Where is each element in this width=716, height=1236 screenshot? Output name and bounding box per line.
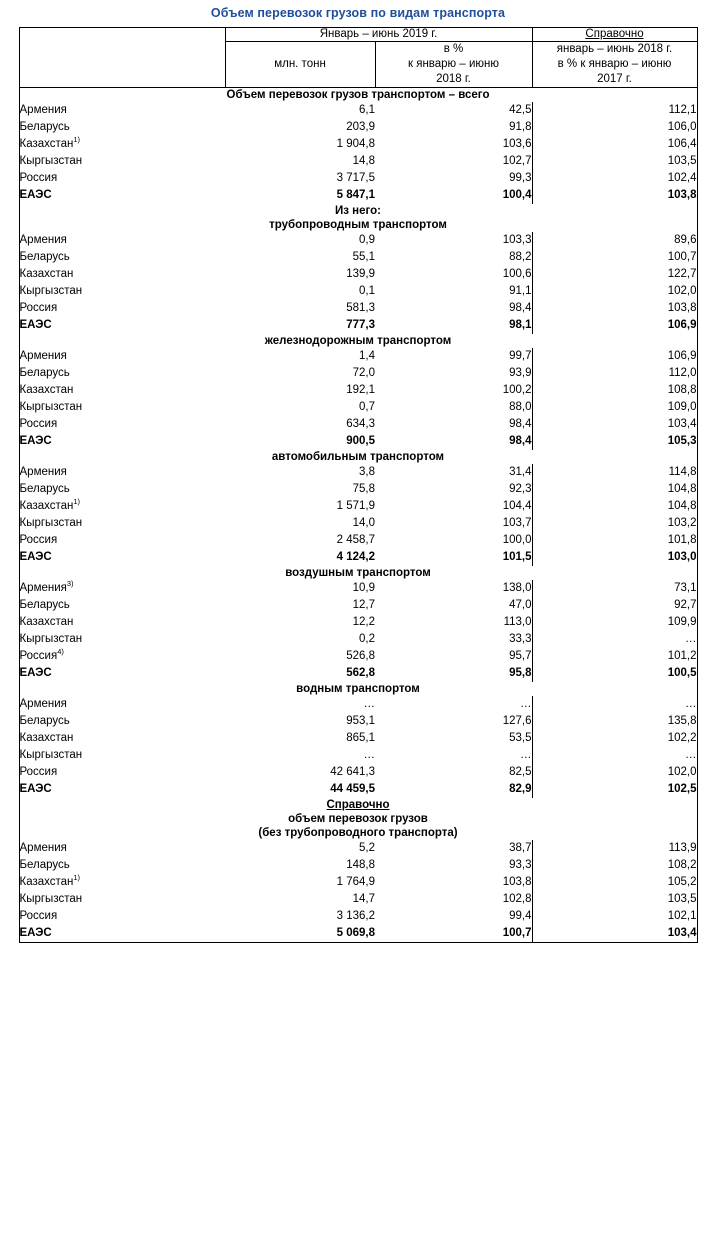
cell-percent-2018: 91,8 — [375, 119, 532, 136]
section-title-row — [19, 204, 697, 232]
cell-mln-tonn: 581,3 — [346, 302, 375, 314]
section-title-text: Справочно — [326, 799, 390, 811]
cell-reference-percent: 135,8 — [667, 715, 697, 727]
row-country-label: Беларусь — [19, 599, 70, 611]
cell-percent-2018: 93,9 — [375, 365, 532, 382]
table-row — [19, 781, 697, 798]
row-country-label: Армения — [19, 698, 67, 710]
table-row — [19, 631, 697, 648]
table-header — [19, 28, 697, 88]
cell-percent-2018: … — [375, 747, 532, 764]
table-row — [19, 614, 697, 631]
cell-reference-percent: 106,9 — [667, 350, 697, 362]
cell-mln-tonn: … — [363, 698, 375, 710]
table-row — [19, 764, 697, 781]
row-country-label: Кыргызстан — [19, 401, 83, 413]
section-title-row — [19, 682, 697, 696]
cell-percent-2018: 92,3 — [375, 481, 532, 498]
header-percent-2018 — [375, 42, 532, 88]
row-country-label: Армения — [19, 842, 67, 854]
cell-percent-2018: 98,4 — [375, 416, 532, 433]
cell-mln-tonn: 0,9 — [359, 234, 375, 246]
table-row — [19, 170, 697, 187]
cell-reference-percent: 102,2 — [667, 732, 697, 744]
row-country-label: Кыргызстан — [19, 893, 83, 905]
cell-percent-2018: 82,5 — [375, 764, 532, 781]
table-row — [19, 730, 697, 747]
cell-reference-percent: 100,5 — [667, 667, 697, 679]
cell-reference-percent: 73,1 — [674, 582, 697, 594]
cell-mln-tonn: 3 717,5 — [336, 172, 375, 184]
cell-percent-2018: 113,0 — [375, 614, 532, 631]
cell-percent-2018: 38,7 — [375, 840, 532, 857]
row-country-label: ЕАЭС — [19, 189, 52, 201]
cell-reference-percent: 106,9 — [667, 319, 697, 331]
row-country-label: ЕАЭС — [19, 783, 52, 795]
cell-reference-percent: 113,9 — [668, 842, 697, 854]
cell-percent-2018: 93,3 — [375, 857, 532, 874]
row-country-label: Россия — [19, 910, 58, 922]
table-row — [19, 648, 697, 665]
cell-reference-percent: 103,8 — [667, 302, 697, 314]
cell-mln-tonn: 2 458,7 — [336, 534, 375, 546]
cell-mln-tonn: 5 847,1 — [336, 189, 375, 201]
cell-percent-2018: 99,4 — [375, 908, 532, 925]
cell-mln-tonn: 5,2 — [359, 842, 375, 854]
cell-percent-2018: 33,3 — [375, 631, 532, 648]
cell-percent-2018: 99,7 — [375, 348, 532, 365]
cell-percent-2018: 101,5 — [375, 549, 532, 566]
row-country-label: Беларусь — [19, 715, 70, 727]
cell-percent-2018: 102,7 — [375, 153, 532, 170]
cell-percent-2018: 31,4 — [375, 464, 532, 481]
section-title-row — [19, 566, 697, 580]
cell-mln-tonn: 1 904,8 — [336, 138, 375, 150]
cell-percent-2018: 88,2 — [375, 249, 532, 266]
row-country-label: Кыргызстан — [19, 285, 83, 297]
page-title: Объем перевозок грузов по видам транспорта — [210, 6, 506, 20]
cell-mln-tonn: 148,8 — [346, 859, 375, 871]
cell-reference-percent: 102,4 — [667, 172, 697, 184]
cell-percent-2018: 99,3 — [375, 170, 532, 187]
cell-mln-tonn: 14,0 — [352, 517, 375, 529]
section-title: Из него: трубопроводным транспортом — [19, 204, 697, 232]
table-row — [19, 300, 697, 317]
table-row — [19, 874, 697, 891]
header-empty-corner — [19, 28, 225, 88]
table-row — [19, 433, 697, 450]
table-row — [19, 925, 697, 943]
footnote-marker: 3) — [66, 579, 74, 589]
cell-percent-2018: 103,3 — [375, 232, 532, 249]
row-country-label: Казахстан — [19, 384, 74, 396]
table-row — [19, 498, 697, 515]
row-country-label: Кыргызстан — [19, 633, 83, 645]
row-country-label: Казахстан — [19, 616, 74, 628]
cell-reference-percent: 108,2 — [667, 859, 697, 871]
table-row — [19, 580, 697, 597]
header-percent-line2: к январю – июню — [407, 58, 499, 70]
cell-mln-tonn: 203,9 — [346, 121, 375, 133]
cell-mln-tonn: 3 136,2 — [336, 910, 375, 922]
cell-percent-2018: 100,2 — [375, 382, 532, 399]
cell-percent-2018: 42,5 — [375, 102, 532, 119]
table-row — [19, 266, 697, 283]
cell-percent-2018: 82,9 — [375, 781, 532, 798]
cell-reference-percent: 106,4 — [667, 138, 697, 150]
table-row — [19, 153, 697, 170]
cell-percent-2018: 98,4 — [375, 300, 532, 317]
row-country-label: ЕАЭС — [19, 435, 52, 447]
row-country-label: Казахстан$^{1)}$ — [19, 135, 81, 150]
cell-reference-percent: 102,1 — [667, 910, 697, 922]
cell-reference-percent: … — [685, 633, 697, 645]
cell-mln-tonn: 953,1 — [346, 715, 375, 727]
row-country-label: Кыргызстан — [19, 749, 83, 761]
table-body — [19, 88, 697, 943]
table-row — [19, 891, 697, 908]
header-ref-line1: январь – июнь 2018 г. — [556, 43, 673, 55]
row-country-label: Армения — [19, 350, 67, 362]
cell-percent-2018: 100,0 — [375, 532, 532, 549]
cell-mln-tonn: 634,3 — [346, 418, 375, 430]
section-title-row — [19, 798, 697, 840]
cell-percent-2018: 91,1 — [375, 283, 532, 300]
cell-reference-percent: 100,7 — [667, 251, 697, 263]
row-country-label: Россия — [19, 766, 58, 778]
cell-mln-tonn: 777,3 — [346, 319, 375, 331]
table-row — [19, 665, 697, 682]
cell-reference-percent: 92,7 — [674, 599, 697, 611]
cell-reference-percent: 102,0 — [667, 766, 697, 778]
table-row — [19, 283, 697, 300]
cell-reference-percent: 101,8 — [667, 534, 697, 546]
table-row — [19, 119, 697, 136]
section-subtitle: трубопроводным транспортом — [269, 219, 447, 231]
table-row — [19, 317, 697, 334]
cell-reference-percent: 103,4 — [667, 927, 697, 939]
row-country-label: Кыргызстан — [19, 155, 83, 167]
header-reference-title — [532, 28, 697, 42]
cell-percent-2018: 47,0 — [375, 597, 532, 614]
row-country-label: Казахстан$^{1)}$ — [19, 873, 81, 888]
cell-mln-tonn: 1,4 — [359, 350, 375, 362]
section-subtitle: объем перевозок грузов — [288, 813, 428, 825]
cell-reference-percent: 102,5 — [667, 783, 697, 795]
table-row — [19, 840, 697, 857]
table-row — [19, 102, 697, 119]
row-country-label: Россия — [19, 418, 58, 430]
table-row — [19, 747, 697, 764]
cell-mln-tonn: 6,1 — [359, 104, 375, 116]
cell-reference-percent: … — [685, 749, 697, 761]
cell-mln-tonn: 72,0 — [352, 367, 375, 379]
section-title: водным транспортом — [296, 683, 420, 695]
footnote-marker: 1) — [73, 873, 81, 883]
table-row — [19, 382, 697, 399]
cell-mln-tonn: 192,1 — [346, 384, 375, 396]
row-country-label: Беларусь — [19, 251, 70, 263]
row-country-label: Россия — [19, 172, 58, 184]
header-mln-tonn: млн. тонн — [225, 42, 375, 88]
cell-percent-2018: 103,7 — [375, 515, 532, 532]
cell-percent-2018: 98,1 — [375, 317, 532, 334]
footnote-marker: 1) — [73, 497, 81, 507]
header-reference-detail — [532, 42, 697, 88]
cell-mln-tonn: 4 124,2 — [336, 551, 375, 563]
cell-percent-2018: 104,4 — [375, 498, 532, 515]
cell-mln-tonn: 12,7 — [352, 599, 375, 611]
section-title-row — [19, 88, 697, 103]
table-row — [19, 515, 697, 532]
cell-mln-tonn: 55,1 — [352, 251, 375, 263]
cell-mln-tonn: 865,1 — [346, 732, 375, 744]
row-country-label: ЕАЭС — [19, 319, 52, 331]
row-country-label: Армения — [19, 104, 67, 116]
row-country-label: Россия$^{4)}$ — [19, 647, 64, 662]
footnote-marker: 1) — [73, 135, 81, 145]
cell-mln-tonn: 44 459,5 — [330, 783, 375, 795]
table-row — [19, 464, 697, 481]
row-country-label: Казахстан — [19, 732, 74, 744]
cell-percent-2018: 98,4 — [375, 433, 532, 450]
cell-reference-percent: 109,9 — [667, 616, 697, 628]
header-percent-line3: 2018 г. — [436, 73, 471, 85]
freight-volume-table — [19, 27, 698, 943]
row-country-label: Беларусь — [19, 859, 70, 871]
row-country-label: Армения — [19, 466, 67, 478]
cell-reference-percent: 103,5 — [667, 893, 697, 905]
cell-mln-tonn: 42 641,3 — [330, 766, 375, 778]
section-title: воздушным транспортом — [285, 567, 431, 579]
table-row — [19, 481, 697, 498]
cell-reference-percent: 105,3 — [667, 435, 697, 447]
cell-mln-tonn: 526,8 — [346, 650, 375, 662]
cell-percent-2018: 53,5 — [375, 730, 532, 747]
cell-reference-percent: 101,2 — [667, 650, 697, 662]
cell-reference-percent: … — [685, 698, 697, 710]
cell-mln-tonn: 10,9 — [352, 582, 375, 594]
table-row — [19, 857, 697, 874]
cell-percent-2018: 88,0 — [375, 399, 532, 416]
cell-mln-tonn: 5 069,8 — [336, 927, 375, 939]
cell-reference-percent: 103,4 — [667, 418, 697, 430]
table-row — [19, 249, 697, 266]
row-country-label: Россия — [19, 534, 58, 546]
cell-reference-percent: 89,6 — [674, 234, 697, 246]
header-ref-line3: 2017 г. — [597, 73, 632, 85]
cell-reference-percent: 103,2 — [667, 517, 697, 529]
cell-mln-tonn: 0,7 — [359, 401, 375, 413]
table-row — [19, 713, 697, 730]
header-reference-label: Справочно — [585, 28, 644, 40]
cell-percent-2018: 95,7 — [375, 648, 532, 665]
row-country-label: Россия — [19, 302, 58, 314]
cell-reference-percent: 122,7 — [667, 268, 697, 280]
section-title: автомобильным транспортом — [271, 451, 445, 463]
cell-mln-tonn: 14,7 — [352, 893, 375, 905]
cell-mln-tonn: 562,8 — [346, 667, 375, 679]
cell-reference-percent: 103,5 — [667, 155, 697, 167]
table-row — [19, 908, 697, 925]
cell-reference-percent: 103,8 — [667, 189, 697, 201]
cell-mln-tonn: 75,8 — [352, 483, 375, 495]
row-country-label: Беларусь — [19, 121, 70, 133]
cell-mln-tonn: 12,2 — [352, 616, 375, 628]
table-row — [19, 348, 697, 365]
cell-mln-tonn: 900,5 — [346, 435, 375, 447]
table-row — [19, 365, 697, 382]
cell-percent-2018: 102,8 — [375, 891, 532, 908]
cell-reference-percent: 108,8 — [667, 384, 697, 396]
cell-reference-percent: 106,0 — [667, 121, 697, 133]
row-country-label: Беларусь — [19, 367, 70, 379]
table-row — [19, 416, 697, 433]
section-title-row — [19, 450, 697, 464]
cell-percent-2018: 100,7 — [375, 925, 532, 943]
section-title-row — [19, 334, 697, 348]
cell-reference-percent: 112,1 — [668, 104, 697, 116]
cell-percent-2018: … — [375, 696, 532, 713]
cell-reference-percent: 103,0 — [667, 551, 697, 563]
cell-mln-tonn: 0,1 — [359, 285, 375, 297]
row-country-label: Кыргызстан — [19, 517, 83, 529]
header-ref-line2: в % к январю – июню — [557, 58, 672, 70]
cell-reference-percent: 102,0 — [667, 285, 697, 297]
table-row — [19, 549, 697, 566]
cell-percent-2018: 100,4 — [375, 187, 532, 204]
cell-mln-tonn: 14,8 — [352, 155, 375, 167]
cell-percent-2018: 103,8 — [375, 874, 532, 891]
table-row — [19, 187, 697, 204]
row-country-label: Казахстан — [19, 268, 74, 280]
row-country-label: Беларусь — [19, 483, 70, 495]
cell-reference-percent: 105,2 — [667, 876, 697, 888]
cell-mln-tonn: 1 764,9 — [336, 876, 375, 888]
section-subtitle: (без трубопроводного транспорта) — [258, 827, 458, 839]
cell-reference-percent: 114,8 — [668, 466, 697, 478]
table-row — [19, 597, 697, 614]
cell-mln-tonn: … — [363, 749, 375, 761]
cell-mln-tonn: 3,8 — [359, 466, 375, 478]
table-row — [19, 399, 697, 416]
table-row — [19, 696, 697, 713]
cell-reference-percent: 104,8 — [667, 483, 697, 495]
row-country-label: Казахстан$^{1)}$ — [19, 497, 81, 512]
header-percent-line1: в % — [443, 43, 464, 55]
cell-percent-2018: 127,6 — [375, 713, 532, 730]
row-country-label: ЕАЭС — [19, 667, 52, 679]
cell-reference-percent: 104,8 — [667, 500, 697, 512]
row-country-label: Армения — [19, 234, 67, 246]
cell-mln-tonn: 1 571,9 — [336, 500, 375, 512]
cell-reference-percent: 112,0 — [668, 367, 697, 379]
cell-percent-2018: 138,0 — [375, 580, 532, 597]
row-country-label: ЕАЭС — [19, 927, 52, 939]
footnote-marker: 4) — [57, 647, 64, 657]
cell-mln-tonn: 139,9 — [346, 268, 375, 280]
header-period-2019: Январь – июнь 2019 г. — [225, 28, 532, 42]
table-row — [19, 532, 697, 549]
section-title: железнодорожным транспортом — [264, 335, 452, 347]
table-row — [19, 136, 697, 153]
section-title — [19, 798, 697, 840]
cell-reference-percent: 109,0 — [667, 401, 697, 413]
row-country-label: Армения$^{3)}$ — [19, 579, 74, 594]
cell-percent-2018: 100,6 — [375, 266, 532, 283]
row-country-label: ЕАЭС — [19, 551, 52, 563]
table-row — [19, 232, 697, 249]
cell-mln-tonn: 0,2 — [359, 633, 375, 645]
section-title: Объем перевозок грузов транспортом – всего — [226, 89, 490, 101]
cell-percent-2018: 95,8 — [375, 665, 532, 682]
cell-percent-2018: 103,6 — [375, 136, 532, 153]
